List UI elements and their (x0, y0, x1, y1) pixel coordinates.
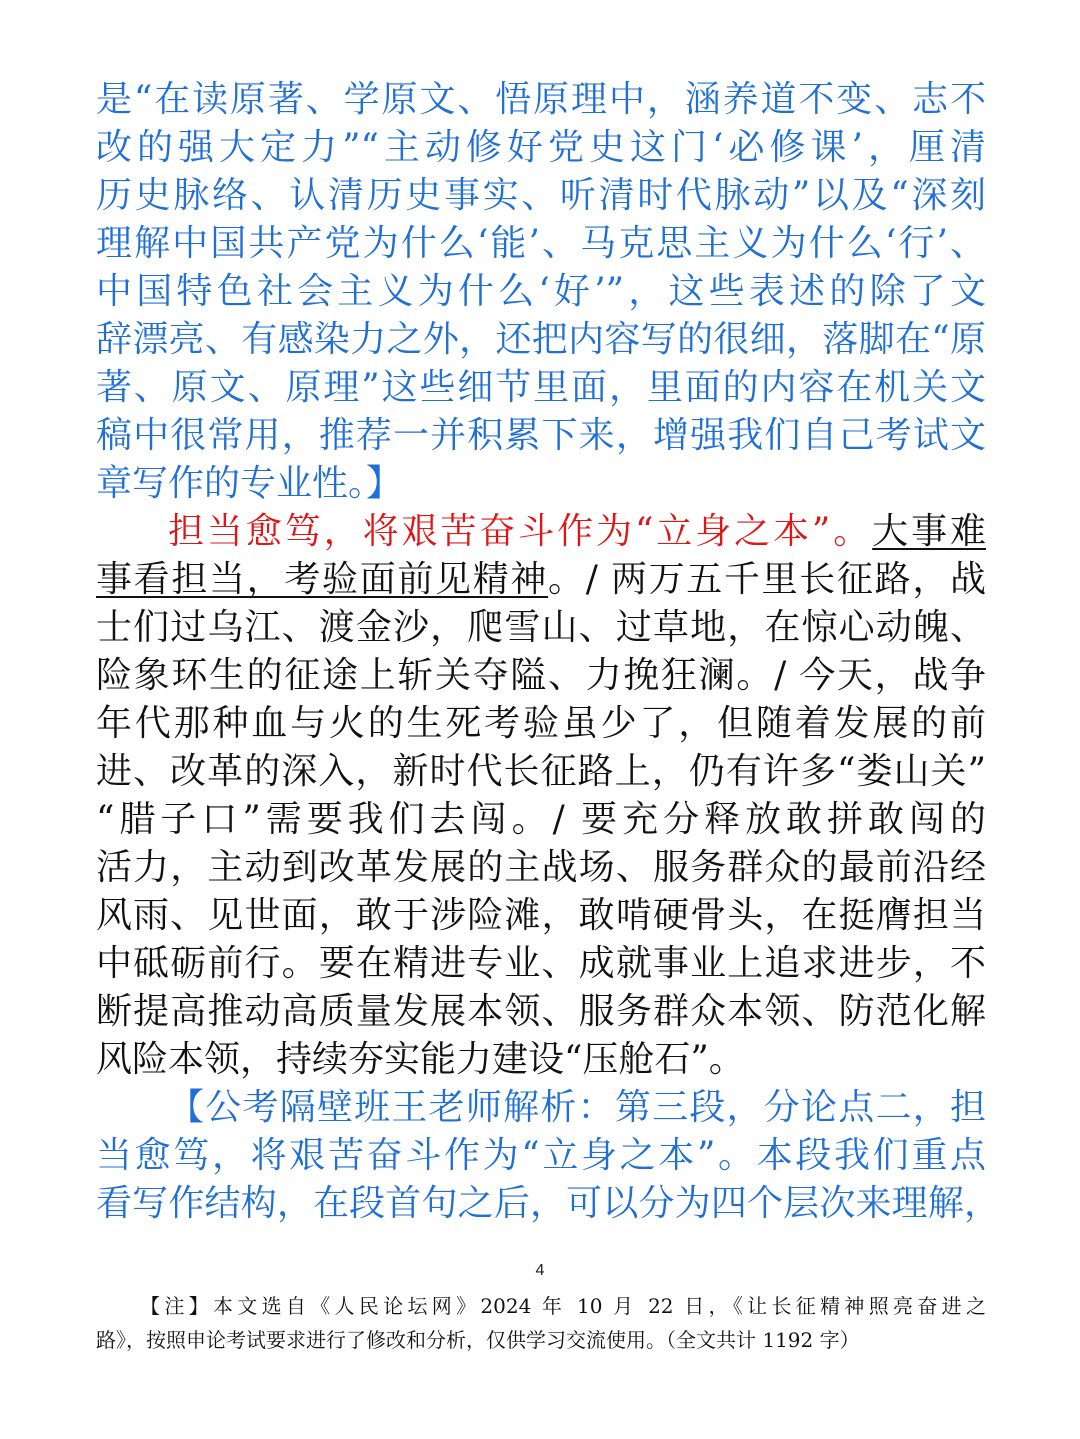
analysis-line: 章写作的专业性。】 (96, 463, 403, 504)
analysis-line: 著、原文、原理”这些细节里面，里面的内容在机关文 (96, 367, 986, 408)
underlined-phrase: 大事难 (872, 511, 986, 552)
footnote-line: 路》，按照申论考试要求进行了修改和分析，仅供学习交流使用。（全文共计 1192 字） (96, 1328, 860, 1352)
body-line: 风雨、见世面，敢于涉险滩，敢啃硬骨头，在挺膺担当 (96, 895, 986, 936)
analysis-line: 改的强大定力”“主动修好党史这门‘必修课’，厘清 (96, 127, 986, 168)
body-text: 。/ 两万五千里长征路，战 (548, 559, 986, 600)
body-line: 士们过乌江、渡金沙，爬雪山、过草地，在惊心动魄、 (96, 607, 986, 648)
analysis-line: 辞漂亮、有感染力之外，还把内容写的很细，落脚在“原 (96, 319, 986, 360)
body-line (96, 556, 986, 604)
analysis-line: 中国特色社会主义为什么‘好’”，这些表述的除了文 (96, 271, 986, 312)
analysis-line: 当愈笃，将艰苦奋斗作为“立身之本”。本段我们重点 (96, 1135, 986, 1176)
body-line: 险象环生的征途上斩关夺隘、力挽狂澜。/ 今天，战争 (96, 655, 986, 696)
analysis-line: 理解中国共产党为什么‘能’、马克思主义为什么‘行’、 (96, 223, 986, 264)
footnote-line: 【注】本文选自《人民论坛网》2024 年 10 月 22 日，《让长征精神照亮奋进之 (140, 1294, 986, 1318)
body-line: 活力，主动到改革发展的主战场、服务群众的最前沿经 (96, 847, 986, 888)
section-heading-line (168, 508, 986, 556)
analysis-line: 【公考隔壁班王老师解析：第三段，分论点二，担 (168, 1087, 986, 1128)
body-line: 年代那种血与火的生死考验虽少了，但随着发展的前 (96, 703, 986, 744)
underlined-phrase: 事看担当，考验面前见精神 (96, 559, 549, 600)
body-line: “腊子口”需要我们去闯。/ 要充分释放敢拼敢闯的 (96, 799, 986, 840)
analysis-line: 是“在读原著、学原文、悟原理中，涵养道不变、志不 (96, 79, 986, 120)
section-heading: 担当愈笃，将艰苦奋斗作为“立身之本”。 (168, 511, 873, 552)
page-number: 4 (535, 1262, 545, 1279)
body-line: 风险本领，持续夯实能力建设“压舱石”。 (96, 1039, 745, 1080)
analysis-line: 稿中很常用，推荐一并积累下来，增强我们自己考试文 (96, 415, 986, 456)
body-line: 中砥砺前行。要在精进专业、成就事业上追求进步，不 (96, 943, 986, 984)
body-line: 进、改革的深入，新时代长征路上，仍有许多“娄山关” (96, 751, 986, 792)
body-line: 断提高推动高质量发展本领、服务群众本领、防范化解 (96, 991, 986, 1032)
analysis-line: 看写作结构，在段首句之后，可以分为四个层次来理解， (96, 1183, 1000, 1224)
analysis-line: 历史脉络、认清历史事实、听清时代脉动”以及“深刻 (96, 175, 986, 216)
